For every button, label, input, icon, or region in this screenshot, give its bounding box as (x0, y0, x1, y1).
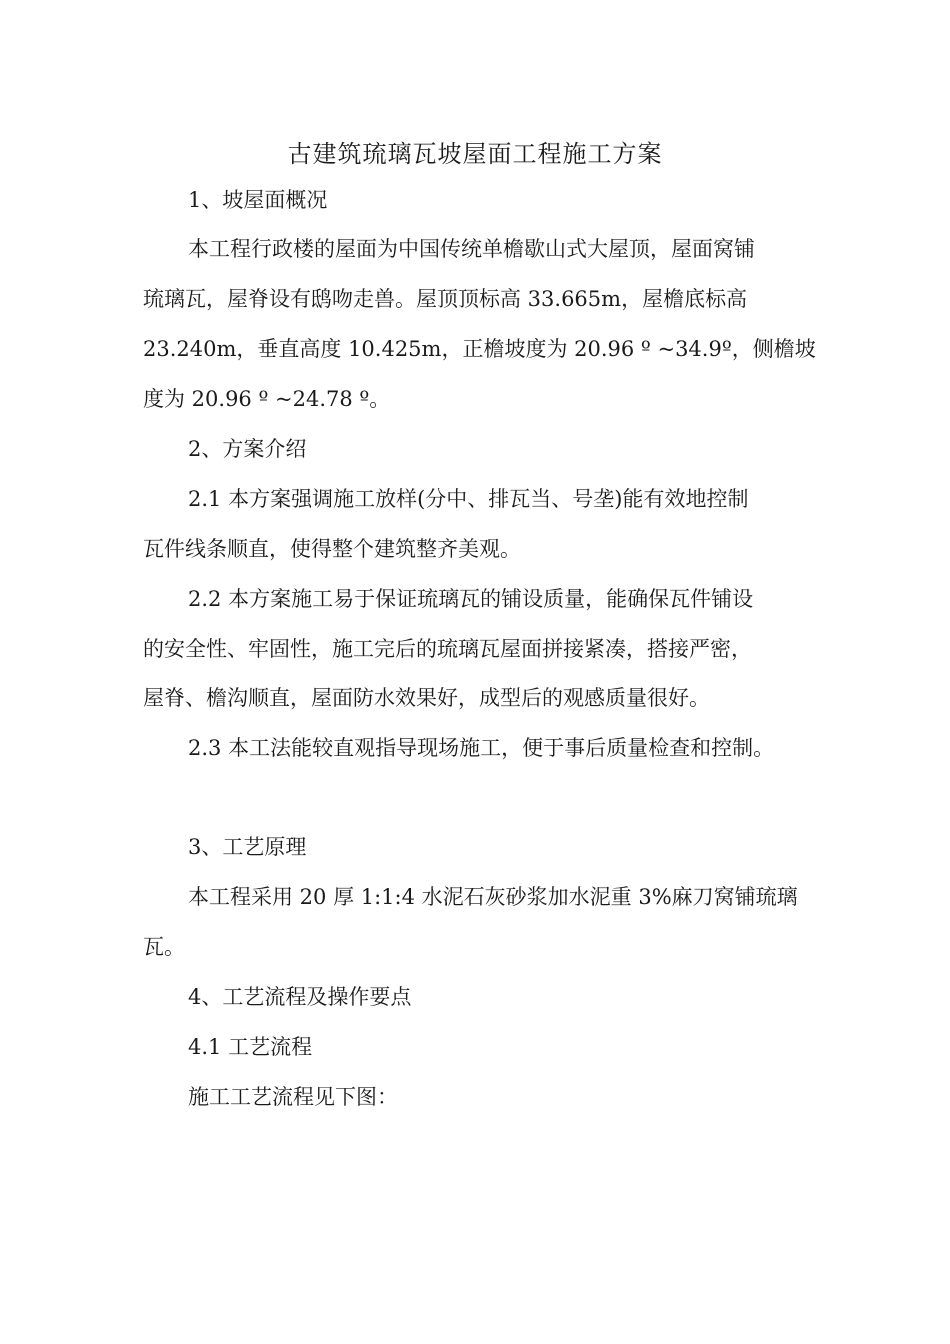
section-heading: 3、工艺原理 (188, 835, 307, 859)
sub-heading: 4.1 工艺流程 (188, 1035, 313, 1059)
section-heading: 1、坡屋面概况 (188, 188, 328, 212)
paragraph-line: 2.2 本方案施工易于保证琉璃瓦的铺设质量，能确保瓦件铺设 (188, 587, 754, 611)
paragraph-line: 2.1 本方案强调施工放样(分中、排瓦当、号垄)能有效地控制 (188, 487, 749, 511)
paragraph-line: 屋脊、檐沟顺直，屋面防水效果好，成型后的观感质量很好。 (143, 686, 710, 710)
paragraph-line: 本工程采用 20 厚 1:1:4 水泥石灰砂浆加水泥重 3%麻刀窝铺琉璃 (188, 885, 798, 909)
paragraph-line: 23.240m，垂直高度 10.425m，正檐坡度为 20.96 º ~34.9º，侧檐坡 (143, 337, 816, 361)
paragraph-line: 施工工艺流程见下图： (188, 1085, 398, 1109)
paragraph-line: 琉璃瓦，屋脊设有鸱吻走兽。屋顶顶标高 33.665m，屋檐底标高 (143, 287, 748, 311)
paragraph-line: 度为 20.96 º ~24.78 º。 (143, 387, 391, 411)
document-title: 古建筑琉璃瓦坡屋面工程施工方案 (287, 140, 663, 168)
paragraph-line: 瓦件线条顺直，使得整个建筑整齐美观。 (143, 537, 521, 561)
paragraph-line: 的安全性、牢固性，施工完后的琉璃瓦屋面拼接紧凑，搭接严密， (143, 637, 752, 661)
paragraph-line: 本工程行政楼的屋面为中国传统单檐歇山式大屋顶，屋面窝铺 (188, 237, 755, 261)
paragraph-line: 瓦。 (143, 935, 185, 959)
paragraph-line: 2.3 本工法能较直观指导现场施工，便于事后质量检查和控制。 (188, 736, 775, 760)
section-heading: 2、方案介绍 (188, 437, 307, 461)
section-heading: 4、工艺流程及操作要点 (188, 985, 412, 1009)
